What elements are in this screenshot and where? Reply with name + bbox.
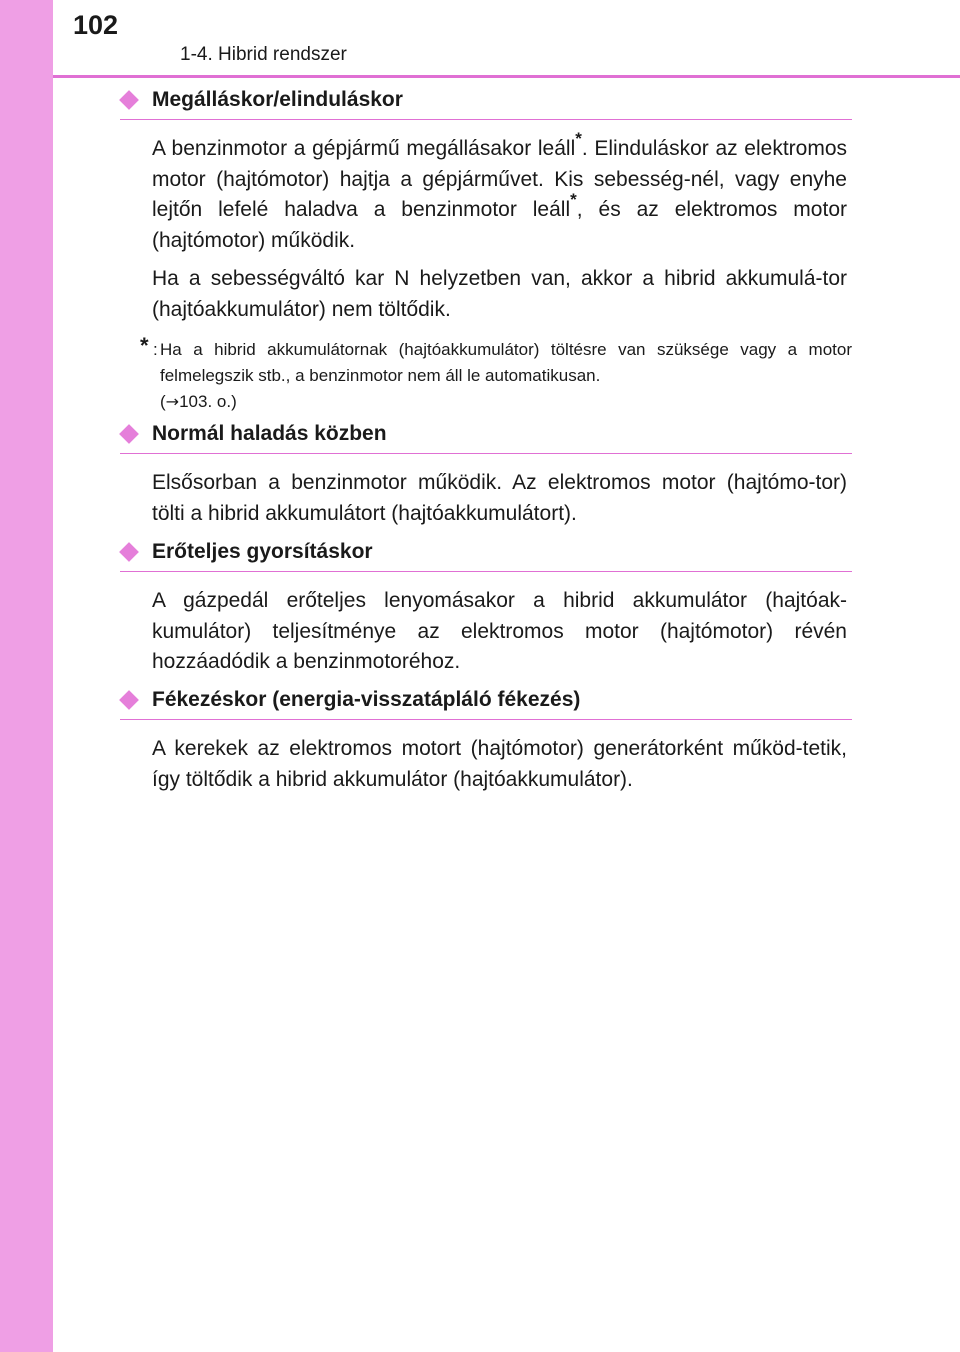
text-run: , és az elektromos motor (hajtómotor) működik. (152, 198, 847, 252)
side-color-stripe (0, 0, 53, 1352)
footnote-colon: : (153, 340, 158, 359)
section-heading-text: Megálláskor/elinduláskor (152, 88, 403, 111)
diamond-bullet-icon (119, 90, 139, 110)
body-paragraph: Ha a sebességváltó kar N helyzetben van, akkor a hibrid akkumulá-tor (hajtóakkumulátor) nem töltődik. (152, 267, 847, 321)
section-heading (120, 422, 852, 454)
heading-divider (120, 719, 852, 720)
footnote-text: Ha a hibrid akkumulátornak (hajtóakkumulátor) töltésre van szüksége vagy a motor felmelegszik stb., a benzinmotor nem áll le automatikusan. (160, 340, 852, 385)
chapter-title: 1-4. Hibrid rendszer (180, 44, 347, 65)
text-run: . Elinduláskor az elektromos motor (hajtómotor) hajtja a gépjárművet. Kis sebesség-nél, vagy enyhe lejtőn lefelé haladva a benzinmotor leáll (152, 137, 847, 221)
section-stop-start (120, 88, 852, 415)
section-heading-text: Erőteljes gyorsításkor (152, 540, 373, 563)
body-paragraph: A kerekek az elektromos motort (hajtómotor) generátorként működ-tetik, így töltődik a hibrid akkumulátor (hajtóakkumulátor). (152, 737, 847, 791)
section-heading (120, 540, 852, 572)
heading-divider (120, 119, 852, 120)
footnote-ref-open: ( (160, 392, 166, 411)
footnote (120, 333, 852, 415)
diamond-bullet-icon (119, 424, 139, 444)
diamond-bullet-icon (119, 542, 139, 562)
page-header (0, 0, 960, 80)
page-number: 102 (73, 10, 119, 40)
footnote-page-ref[interactable]: 103. o.) (179, 392, 237, 411)
heading-divider (120, 571, 852, 572)
footnote-star: * (570, 190, 577, 209)
section-heading (120, 688, 852, 720)
section-normal-driving (120, 422, 852, 529)
footnote-star: * (140, 333, 149, 358)
text-run: A benzinmotor a gépjármű megállásakor leáll (152, 137, 576, 160)
diamond-bullet-icon (119, 690, 139, 710)
body-paragraph (152, 129, 847, 256)
header-divider (53, 75, 960, 78)
heading-divider (120, 453, 852, 454)
section-heading (120, 88, 852, 120)
body-paragraph: A gázpedál erőteljes lenyomásakor a hibrid akkumulátor (hajtóak-kumulátor) teljesítménye az elektromos motor (hajtómotor) révén hozzáadódik a benzinmotoréhoz. (152, 589, 847, 673)
section-heading-text: Fékezéskor (energia-visszatápláló fékezés) (152, 688, 581, 711)
section-regenerative-braking (120, 688, 852, 795)
footnote-star: * (575, 129, 582, 148)
section-hard-acceleration (120, 540, 852, 678)
section-heading-text: Normál haladás közben (152, 422, 387, 445)
arrow-right-icon: → (165, 392, 180, 411)
body-paragraph: Elsősorban a benzinmotor működik. Az elektromos motor (hajtómo-tor) tölti a hibrid akkumulátort (hajtóakkumulátort). (152, 471, 847, 525)
